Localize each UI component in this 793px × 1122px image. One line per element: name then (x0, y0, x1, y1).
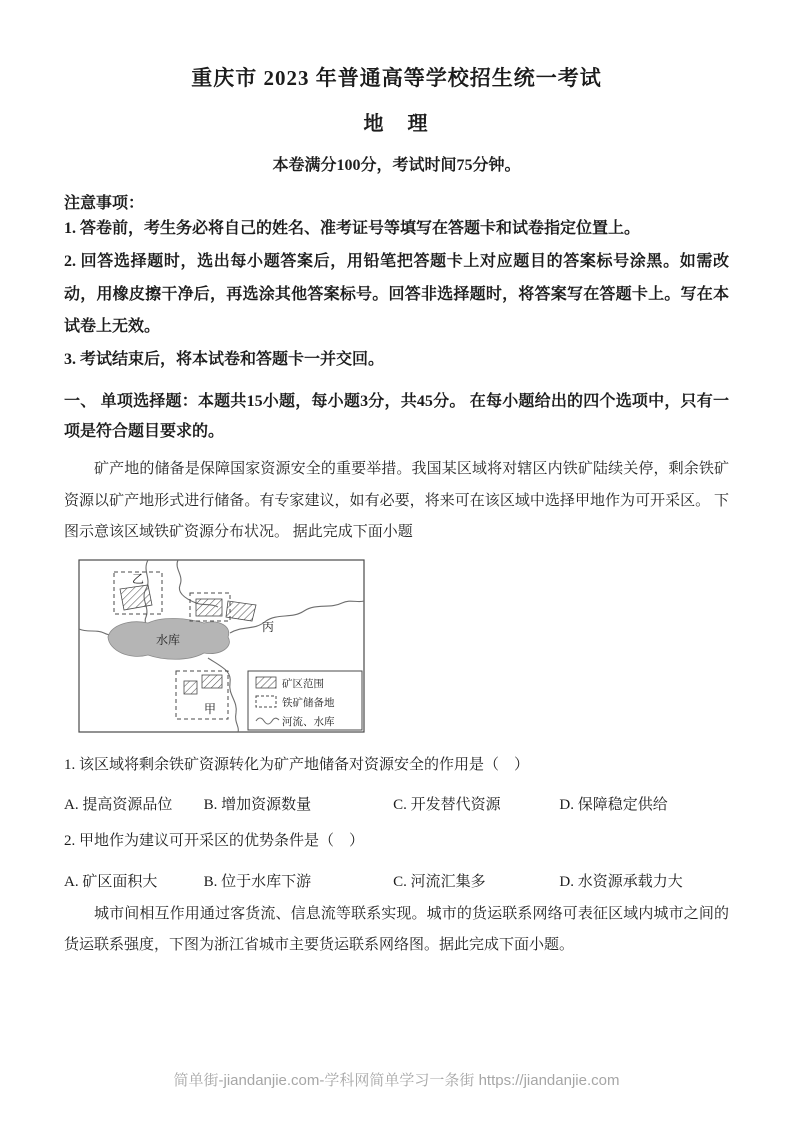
label-bing: 丙 (262, 619, 275, 634)
label-jia: 甲 (204, 701, 217, 716)
notice-heading: 注意事项： (64, 195, 145, 212)
question-2-options (64, 870, 729, 891)
question-2-stem: 2. 甲地作为建议可开采区的优势条件是（ ） (64, 833, 365, 850)
question-1-option-a: A. 提高资源品位 (64, 797, 173, 814)
question-1-options (64, 793, 729, 814)
legend-label-river: 河流、水库 (282, 715, 335, 728)
passage-1: 矿产地的储备是保障国家资源安全的重要举措。我国某区域将对辖区内铁矿陆续关停，剩余铁矿资源以矿产地形式进行储备。有专家建议，如有必要，将来可在该区域中选择甲地作为可开采区。 下图示意该区域铁矿资源分布状况。 据此完成下面小题 (64, 461, 729, 541)
legend-label-mining-area: 矿区范围 (282, 677, 324, 690)
exam-title: 重庆市 2023 年普通高等学校招生统一考试 (191, 66, 602, 90)
iron-ore-distribution-map (78, 559, 365, 733)
footer-watermark: 简单街-jiandanjie.com-学科网简单学习一条街 https://jiandanjie.com (173, 1072, 620, 1089)
notice-item-2: 2. 回答选择题时，选出每小题答案后，用铅笔把答题卡上对应题目的答案标号涂黑。如需改动，用橡皮擦干净后，再选涂其他答案标号。回答非选择题时，将答案写在答题卡上。写在本试卷上无效。 (64, 252, 729, 336)
notice-item-3: 3. 考试结束后，将本试卷和答题卡一并交回。 (64, 351, 385, 369)
notice-item-1: 1. 答卷前，考生务必将自己的姓名、准考证号等填写在答题卡和试卷指定位置上。 (64, 220, 641, 237)
question-1-stem: 1. 该区域将剩余铁矿资源转化为矿产地储备对资源安全的作用是（ ） (64, 756, 530, 773)
score-line: 本卷满分100分，考试时间75分钟。 (272, 157, 521, 174)
question-1 (64, 753, 729, 815)
question-1-option-c: C. 开发替代资源 (393, 797, 501, 814)
question-2-option-b: B. 位于水库下游 (203, 873, 312, 890)
passage-2: 城市间相互作用通过客货流、信息流等联系实现。城市的货运联系网络可表征区域内城市之间的货运联系强度，下图为浙江省城市主要货运联系网络图。据此完成下面小题。 (64, 905, 729, 954)
subject-title: 地 理 (363, 113, 430, 135)
label-yi: 乙 (132, 571, 145, 586)
map-figure (78, 559, 729, 738)
question-2-option-d: D. 水资源承载力大 (559, 873, 683, 890)
question-1-option-b: B. 增加资源数量 (203, 797, 312, 814)
legend-label-reserve-site: 铁矿储备地 (282, 696, 335, 709)
question-2-option-c: C. 河流汇集多 (393, 873, 486, 890)
reservoir-label: 水库 (156, 632, 181, 647)
question-2-option-a: A. 矿区面积大 (64, 873, 158, 890)
question-1-option-d: D. 保障稳定供给 (559, 797, 668, 814)
question-2 (64, 829, 729, 891)
legend-swatch-mining-area (256, 677, 276, 688)
section-heading: 一、 单项选择题：本题共15小题，每小题3分，共45分。 在每小题给出的四个选项中，只有一项是符合题目要求的。 (64, 392, 729, 440)
map-legend (248, 671, 362, 730)
